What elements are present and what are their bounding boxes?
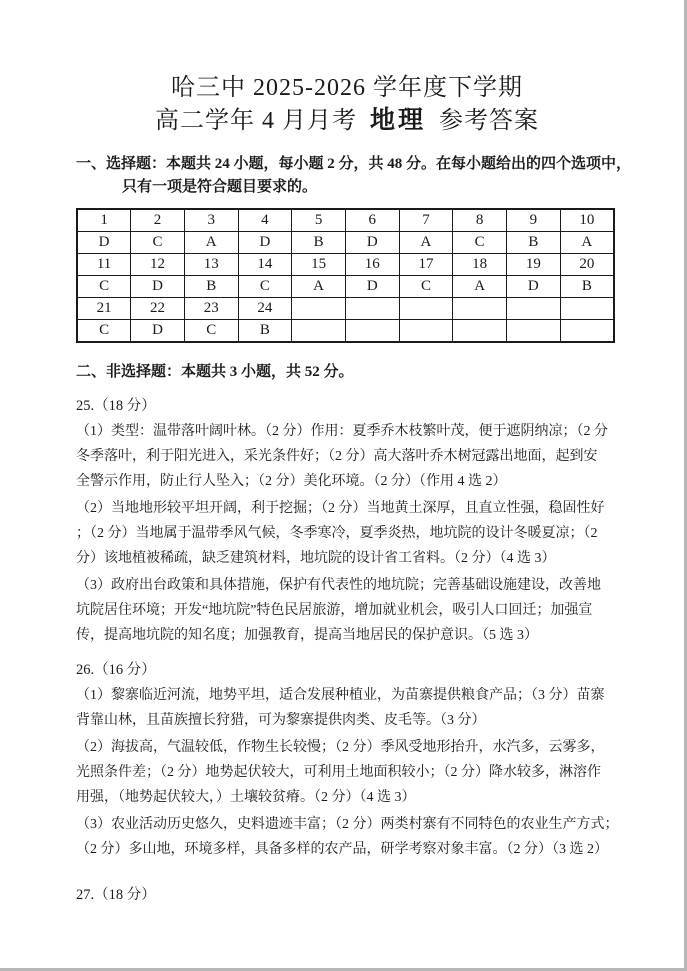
answer-table-row-numbers-21-24 (77, 298, 614, 320)
answer-cell: 17 (399, 254, 453, 276)
answer-cell: B (507, 232, 561, 254)
answer-cell (453, 298, 507, 320)
answer-text-line: 坑院居住环境；开发“地坑院”特色民居旅游，增加就业机会，吸引人口回迁；加强宣 (76, 603, 593, 618)
exam-title-line2 (76, 104, 618, 138)
answer-text-line: 冬季落叶，利于阳光进入，采光条件好；（2 分）高大落叶乔木树冠露出地面，起到安 (76, 449, 598, 464)
question-25-answer-1 (76, 419, 618, 494)
answer-cell: C (453, 232, 507, 254)
answer-cell: 13 (184, 254, 238, 276)
answer-cell (292, 320, 346, 343)
answer-cell: 3 (184, 209, 238, 232)
answer-cell (292, 298, 346, 320)
answer-cell: C (238, 276, 292, 298)
answer-cell: 19 (507, 254, 561, 276)
answer-text-line: （2 分）多山地，环境多样，具备多样的农产品，研学考察对象丰富。（2 分）（3 选 2） (76, 842, 608, 857)
answer-cell: 4 (238, 209, 292, 232)
answer-cell: 18 (453, 254, 507, 276)
section2-heading: 二、非选择题：本题共 3 小题，共 52 分。 (76, 364, 354, 380)
answer-text-line: （2）海拔高，气温较低，作物生长较慢；（2 分）季风受地形抬升，水汽多，云雾多， (76, 740, 605, 755)
answer-text-line: ；（2 分）当地属于温带季风气候，冬季寒冷，夏季炎热，地坑院的设计冬暖夏凉；（2 (76, 526, 598, 541)
exam-title-line2-prefix: 高二学年 4 月月考 (154, 108, 357, 134)
answer-cell (507, 298, 561, 320)
question-27-number: 27.（18 分） (76, 887, 156, 903)
question-26-answer-3 (76, 812, 618, 862)
answer-cell: B (560, 276, 614, 298)
answer-cell: 12 (131, 254, 185, 276)
answer-cell: B (238, 320, 292, 343)
answer-text-line: （1）黎寨临近河流，地势平坦，适合发展种植业，为苗寨提供粮食产品；（3 分）苗寨 (76, 688, 605, 703)
answer-cell: 23 (184, 298, 238, 320)
answer-cell (345, 298, 399, 320)
answer-cell: 15 (292, 254, 346, 276)
answer-cell (399, 320, 453, 343)
answer-cell: A (292, 276, 346, 298)
answer-text-line: （3）政府出台政策和具体措施，保护有代表性的地坑院；完善基础设施建设，改善地 (76, 578, 601, 593)
answer-cell: 6 (345, 209, 399, 232)
answer-table-row-answers-11-20 (77, 276, 614, 298)
question-26-number: 26.（16 分） (76, 662, 156, 678)
answer-cell: D (345, 276, 399, 298)
answer-cell: 2 (131, 209, 185, 232)
question-26-answer-1 (76, 683, 618, 733)
answer-text-line: （3）农业活动历史悠久，史料遗迹丰富；（2 分）两类村寨有不同特色的农业生产方式； (76, 817, 619, 832)
answer-cell (507, 320, 561, 343)
answer-cell: A (399, 232, 453, 254)
answer-cell: C (77, 320, 131, 343)
answer-cell: B (292, 232, 346, 254)
answer-cell: 14 (238, 254, 292, 276)
question-25-number: 25.（18 分） (76, 398, 156, 414)
answer-cell (560, 320, 614, 343)
answer-cell (560, 298, 614, 320)
answer-cell: D (507, 276, 561, 298)
answer-cell: D (77, 232, 131, 254)
answer-cell: 21 (77, 298, 131, 320)
answer-text-line: 背靠山林，且苗族擅长狩猎，可为黎寨提供肉类、皮毛等。（3 分） (76, 713, 486, 728)
answer-cell: D (345, 232, 399, 254)
section1-heading-line1: 一、选择题：本题共 24 小题，每小题 2 分，共 48 分。在每小题给出的四个选项中， (76, 156, 632, 172)
answer-cell: B (184, 276, 238, 298)
answer-cell: 10 (560, 209, 614, 232)
answer-cell: 20 (560, 254, 614, 276)
answer-cell: 7 (399, 209, 453, 232)
section1-heading-line2: 只有一项是符合题目要求的。 (122, 179, 318, 195)
answer-cell: 22 (131, 298, 185, 320)
answer-cell: 24 (238, 298, 292, 320)
exam-title-line2-suffix: 参考答案 (439, 108, 539, 134)
answer-text-line: 分）该地植被稀疏，缺乏建筑材料，地坑院的设计省工省料。（2 分）（4 选 3） (76, 551, 556, 566)
exam-subject: 地理 (369, 107, 426, 134)
answer-cell: 8 (453, 209, 507, 232)
answer-cell: A (184, 232, 238, 254)
answer-table (76, 208, 615, 343)
answer-cell: 9 (507, 209, 561, 232)
answer-cell: C (131, 232, 185, 254)
answer-table-row-numbers-11-20 (77, 254, 614, 276)
answer-text-line: 光照条件差；（2 分）地势起伏较大，可利用土地面积较小；（2 分）降水较多，淋溶作 (76, 765, 601, 780)
answer-table-row-answers-21-24 (77, 320, 614, 343)
answer-cell: C (184, 320, 238, 343)
answer-cell: 11 (77, 254, 131, 276)
answer-cell: 16 (345, 254, 399, 276)
answer-text-line: 传，提高地坑院的知名度；加强教育，提高当地居民的保护意识。（5 选 3） (76, 628, 538, 643)
answer-cell: 1 (77, 209, 131, 232)
answer-cell: D (131, 320, 185, 343)
answer-text-line: 全警示作用，防止行人坠入；（2 分）美化环境。（2 分）（作用 4 选 2） (76, 474, 507, 489)
answer-cell (399, 298, 453, 320)
answer-cell: 5 (292, 209, 346, 232)
answer-table-row-numbers-1-10 (77, 209, 614, 232)
question-26-answer-2 (76, 735, 618, 810)
question-25-answer-2 (76, 496, 618, 571)
answer-text-line: 用强，（地势起伏较大，）土壤较贫瘠。（2 分）（4 选 3） (76, 790, 416, 805)
answer-cell: A (453, 276, 507, 298)
answer-cell (453, 320, 507, 343)
answer-text-line: （1）类型：温带落叶阔叶林。（2 分）作用：夏季乔木枝繁叶茂，便于遮阴纳凉；（2 分 (76, 424, 608, 439)
answer-table-row-answers-1-10 (77, 232, 614, 254)
answer-cell: C (399, 276, 453, 298)
answer-cell: D (238, 232, 292, 254)
answer-cell: D (131, 276, 185, 298)
answer-cell: C (77, 276, 131, 298)
question-25-answer-3 (76, 573, 618, 648)
exam-title-line1: 哈三中 2025-2026 学年度下学期 (171, 75, 523, 101)
answer-cell: A (560, 232, 614, 254)
answer-text-line: （2）当地地形较平坦开阔，利于挖掘；（2 分）当地黄土深厚，且直立性强，稳固性好 (76, 501, 605, 516)
answer-cell (345, 320, 399, 343)
